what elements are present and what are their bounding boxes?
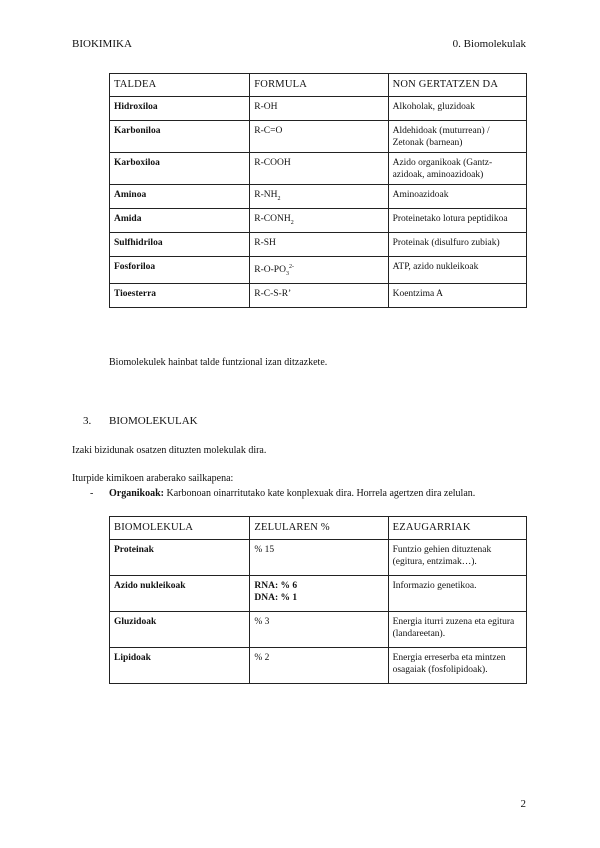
table-row — [110, 153, 527, 185]
formula-superscript: 2- — [288, 264, 294, 270]
group-location: Proteinetako lotura peptidikoa — [388, 209, 526, 233]
table-row — [110, 576, 527, 612]
group-location: Alkoholak, gluzidoak — [388, 97, 526, 121]
table-header-row — [110, 74, 527, 97]
biomolecules-table — [109, 516, 527, 684]
table-row — [110, 185, 527, 209]
formula-main: R-NH — [254, 190, 278, 200]
table-row — [110, 612, 527, 648]
biomolecule-description: Energia iturri zuzena eta egitura (landareetan). — [388, 612, 526, 648]
column-header: EZAUGARRIAK — [388, 517, 526, 540]
table-row — [110, 97, 527, 121]
group-formula — [250, 185, 388, 209]
bullet-item — [109, 488, 475, 499]
page-number: 2 — [520, 798, 526, 810]
group-name: Tioesterra — [110, 284, 250, 308]
group-name: Amida — [110, 209, 250, 233]
group-formula: R-OH — [250, 97, 388, 121]
table-row — [110, 540, 527, 576]
column-header: BIOMOLEKULA — [110, 517, 250, 540]
formula-main: R-O-PO — [254, 265, 286, 276]
group-name: Aminoa — [110, 185, 250, 209]
cell-percentage — [250, 576, 388, 612]
group-location: Aldehidoak (muturrean) / Zetonak (barnean) — [388, 121, 526, 153]
group-location: Koentzima A — [388, 284, 526, 308]
group-location: Proteinak (disulfuro zubiak) — [388, 233, 526, 257]
cell-percentage — [250, 612, 388, 648]
column-header: TALDEA — [110, 74, 250, 97]
biomolecule-name: Azido nukleikoak — [110, 576, 250, 612]
percentage-value: % 3 — [254, 617, 270, 627]
group-location: Aminoazidoak — [388, 185, 526, 209]
group-formula: R-C=O — [250, 121, 388, 153]
group-formula — [250, 257, 388, 284]
bullet-text: Karbonoan oinarritutako kate konplexuak dira. Horrela agertzen dira zelulan. — [164, 488, 476, 499]
header-subject: BIOKIMIKA — [72, 38, 132, 50]
table-row — [110, 257, 527, 284]
formula-subscript: 2 — [277, 195, 281, 202]
percentage-value: % 2 — [254, 653, 270, 663]
paragraph: Izaki bizidunak osatzen dituzten molekulak dira. — [72, 445, 267, 456]
column-header: ZELULAREN % — [250, 517, 388, 540]
cell-percentage — [250, 540, 388, 576]
table-row — [110, 233, 527, 257]
table-note: Biomolekulek hainbat talde funtzional izan ditzazkete. — [109, 357, 328, 368]
percentage-value: RNA: % 6 — [254, 581, 298, 591]
section-title: BIOMOLEKULAK — [109, 415, 198, 427]
column-header: NON GERTATZEN DA — [388, 74, 526, 97]
group-location: Azido organikoak (Gantz-azidoak, aminoazidoak) — [388, 153, 526, 185]
header-chapter: 0. Biomolekulak — [452, 38, 526, 50]
table-row — [110, 121, 527, 153]
biomolecule-name: Proteinak — [110, 540, 250, 576]
table-row — [110, 648, 527, 684]
section-number: 3. — [83, 415, 92, 427]
formula-subscript: 3 — [285, 271, 289, 278]
formula-main: R-CONH — [254, 214, 291, 224]
bullet-term: Organikoak: — [109, 488, 165, 499]
percentage-value: % 15 — [254, 545, 275, 555]
group-name: Hidroxiloa — [110, 97, 250, 121]
column-header: FORMULA — [250, 74, 388, 97]
paragraph: Iturpide kimikoen araberako sailkapena: — [72, 473, 234, 484]
group-formula — [250, 209, 388, 233]
group-formula: R-COOH — [250, 153, 388, 185]
percentage-value: DNA: % 1 — [254, 593, 298, 603]
formula-subscript: 2 — [290, 219, 294, 226]
table-header-row — [110, 517, 527, 540]
biomolecule-description: Funtzio gehien dituztenak (egitura, entzimak…). — [388, 540, 526, 576]
biomolecule-description: Informazio genetikoa. — [388, 576, 526, 612]
group-formula: R-C-S-R’ — [250, 284, 388, 308]
biomolecule-description: Energia erreserba eta mintzen osagaiak (fosfolipidoak). — [388, 648, 526, 684]
biomolecule-name: Gluzidoak — [110, 612, 250, 648]
functional-groups-table — [109, 73, 527, 308]
table-row — [110, 284, 527, 308]
group-location: ATP, azido nukleikoak — [388, 257, 526, 284]
bullet-dash: - — [90, 488, 94, 499]
group-name: Fosforiloa — [110, 257, 250, 284]
group-name: Karboxiloa — [110, 153, 250, 185]
group-formula: R-SH — [250, 233, 388, 257]
group-name: Karboniloa — [110, 121, 250, 153]
group-name: Sulfhidriloa — [110, 233, 250, 257]
cell-percentage — [250, 648, 388, 684]
table-row — [110, 209, 527, 233]
biomolecule-name: Lipidoak — [110, 648, 250, 684]
